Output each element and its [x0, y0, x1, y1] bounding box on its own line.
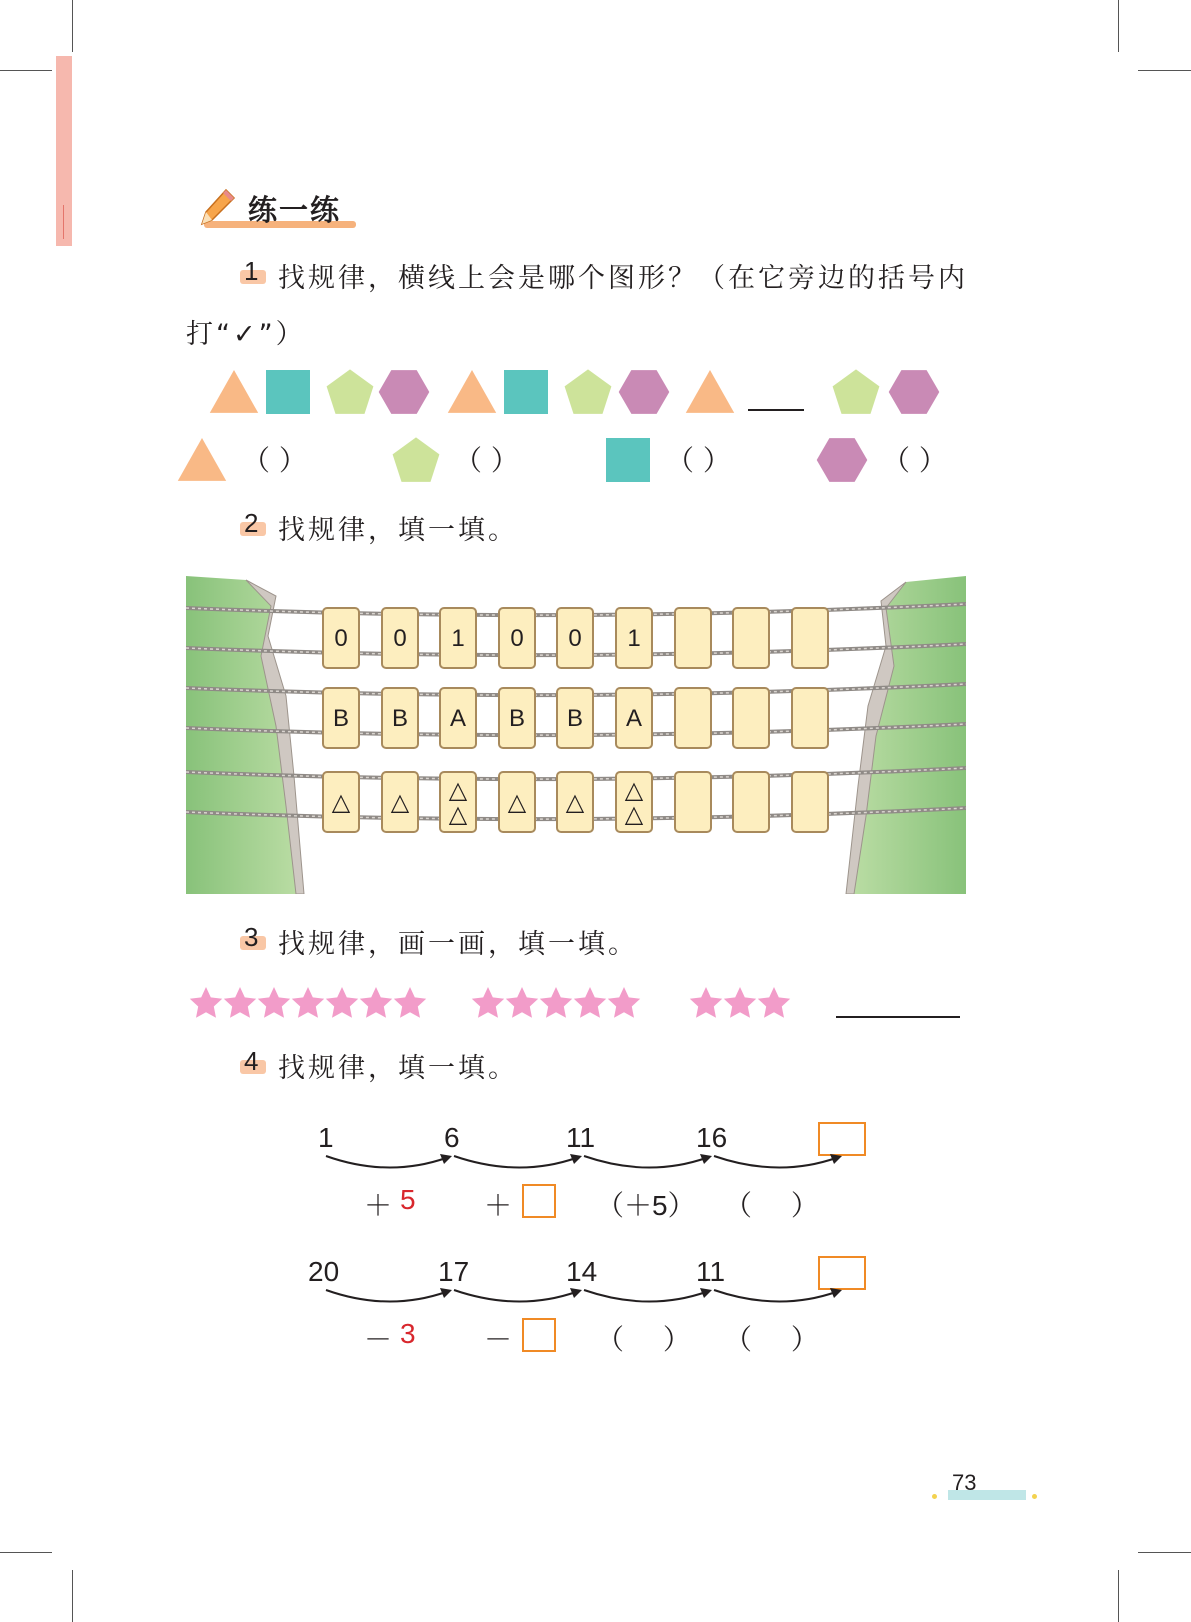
bridge-tile[interactable]	[733, 608, 769, 668]
question-4-number: 4	[244, 1046, 259, 1076]
tile-label: △	[331, 789, 351, 816]
square-shape	[606, 438, 650, 482]
tile-label: △	[448, 801, 468, 828]
seq2-op-blank[interactable]: （ ）	[724, 1324, 819, 1355]
star-shape	[394, 987, 426, 1018]
bridge-tile[interactable]	[733, 688, 769, 748]
star-shape	[472, 987, 504, 1018]
tile-label: 0	[334, 625, 348, 652]
tile-label: 1	[627, 625, 641, 652]
seq1-op-blank[interactable]: （ ）	[724, 1190, 819, 1221]
pentagon-shape	[327, 369, 374, 414]
bridge-tile[interactable]	[675, 688, 711, 748]
star-shape	[506, 987, 538, 1018]
seq1-number: 1	[318, 1122, 334, 1153]
seq1-number: 16	[696, 1122, 728, 1153]
section-heading: 练一练	[248, 193, 342, 227]
seq2-op-box[interactable]	[522, 1318, 556, 1352]
star-shape	[608, 987, 640, 1018]
option-paren[interactable]: （ ）	[242, 444, 307, 477]
seq1-number: 6	[444, 1122, 460, 1153]
star-shape	[326, 987, 358, 1018]
star-shape	[258, 987, 290, 1018]
answer-options	[170, 430, 970, 490]
seq2-number: 20	[308, 1256, 340, 1287]
pentagon-shape	[393, 437, 440, 482]
seq2-op-value: 3	[400, 1318, 416, 1349]
crop-mark	[0, 1552, 52, 1553]
crop-mark	[1118, 1570, 1119, 1622]
tile-label: △	[565, 789, 585, 816]
crop-mark	[1138, 1552, 1191, 1553]
tile-label: B	[391, 705, 409, 732]
hexagon-shape	[817, 438, 868, 482]
bridge-tile[interactable]	[792, 688, 828, 748]
seq1-arrows	[318, 1150, 878, 1180]
seq2-op-blank[interactable]: （ ）	[596, 1324, 691, 1355]
tile-label: 0	[510, 625, 524, 652]
seq2-arrows	[318, 1284, 878, 1314]
star-shape	[360, 987, 392, 1018]
seq1-op-sign: ＋	[364, 1190, 393, 1221]
square-shape	[266, 370, 310, 414]
seq1-op-sign: ＋	[484, 1190, 513, 1221]
page-dot	[1032, 1494, 1037, 1499]
star-shape	[540, 987, 572, 1018]
seq2-number: 14	[566, 1256, 598, 1287]
pentagon-shape	[833, 369, 880, 414]
question-2-text: 找规律，填一填。	[278, 515, 518, 546]
tile-label: B	[566, 705, 584, 732]
bridge-tile[interactable]	[733, 772, 769, 832]
question-4-text: 找规律，填一填。	[278, 1053, 518, 1084]
bridge-tile[interactable]	[675, 772, 711, 832]
shape-sequence	[200, 362, 960, 422]
question-1-text-line2: 打“✓”）	[186, 319, 306, 350]
hexagon-shape	[619, 370, 670, 414]
crop-mark	[1138, 70, 1191, 71]
tile-label: △	[624, 801, 644, 828]
star-shape	[690, 987, 722, 1018]
option-paren[interactable]: （ ）	[454, 444, 519, 477]
tile-label: 0	[393, 625, 407, 652]
side-tab-decoration	[56, 56, 72, 246]
option-paren[interactable]: （ ）	[882, 444, 947, 477]
crop-mark	[1118, 0, 1119, 52]
triangle-shape	[686, 370, 734, 413]
seq2-number: 11	[696, 1256, 726, 1287]
bridge-tile[interactable]	[675, 608, 711, 668]
star-shape	[292, 987, 324, 1018]
tile-label: △	[390, 789, 410, 816]
question-3-number: 3	[244, 922, 259, 952]
star-shape	[724, 987, 756, 1018]
side-tab-line	[63, 205, 64, 239]
star-shape	[758, 987, 790, 1018]
page-dot	[932, 1494, 937, 1499]
crop-mark	[72, 1570, 73, 1622]
square-shape	[504, 370, 548, 414]
star-shape	[574, 987, 606, 1018]
pencil-icon	[196, 186, 238, 228]
seq2-number: 17	[438, 1256, 470, 1287]
question-3-text: 找规律，画一画，填一填。	[278, 929, 638, 960]
page-number: 73	[952, 1470, 977, 1495]
triangle-shape	[210, 370, 258, 413]
star-pattern	[186, 982, 966, 1026]
tile-label: 0	[568, 625, 582, 652]
tile-label: △	[624, 777, 644, 804]
pentagon-shape	[565, 369, 612, 414]
tile-label: △	[448, 777, 468, 804]
question-1-number: 1	[244, 256, 259, 286]
question-2-number: 2	[244, 508, 259, 538]
question-1-text-line1: 找规律，横线上会是哪个图形？（在它旁边的括号内	[278, 263, 968, 294]
seq1-op-given: （＋5）	[596, 1190, 696, 1221]
star-shape	[190, 987, 222, 1018]
hexagon-shape	[889, 370, 940, 414]
seq1-op-box[interactable]	[522, 1184, 556, 1218]
tile-label: 1	[451, 625, 465, 652]
tile-label: A	[625, 705, 643, 732]
bridge-illustration	[186, 576, 966, 894]
seq2-op-sign: －	[484, 1324, 513, 1355]
seq1-op-value: 5	[400, 1184, 416, 1215]
tile-label: B	[508, 705, 526, 732]
seq2-op-sign: －	[364, 1324, 393, 1355]
answer-line[interactable]	[836, 1016, 960, 1018]
triangle-shape	[448, 370, 496, 413]
triangle-shape	[178, 438, 226, 481]
option-paren[interactable]: （ ）	[666, 444, 731, 477]
seq1-number: 11	[566, 1122, 596, 1153]
tile-label: B	[332, 705, 350, 732]
crop-mark	[0, 70, 52, 71]
tile-label: △	[507, 789, 527, 816]
bridge-tile[interactable]	[792, 608, 828, 668]
tile-label: A	[449, 705, 467, 732]
star-shape	[224, 987, 256, 1018]
crop-mark	[72, 0, 73, 52]
bridge-tile[interactable]	[792, 772, 828, 832]
hexagon-shape	[379, 370, 430, 414]
